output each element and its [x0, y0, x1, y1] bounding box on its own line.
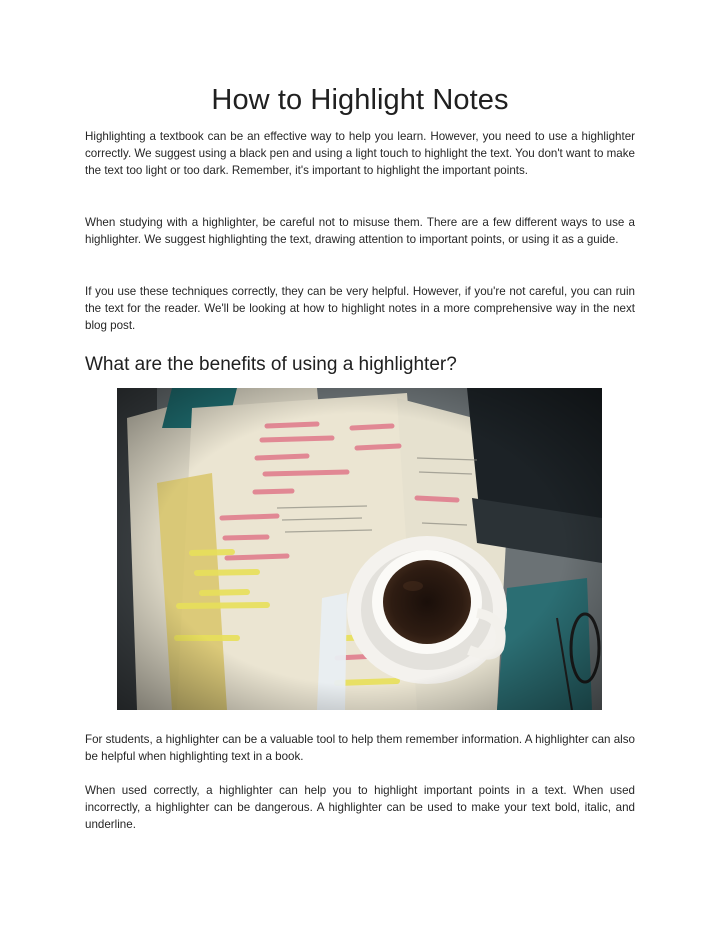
section-heading: What are the benefits of using a highlighter?: [85, 354, 457, 375]
notes-coffee-illustration: [117, 388, 602, 710]
paragraph-correct-use: When used correctly, a highlighter can help you to highlight important points in a text. When used incorrectly, a highlighter can be dangerous. A highlighter can be used to make your text bold, italic, and underline.: [85, 784, 635, 831]
paragraph-studying: When studying with a highlighter, be careful not to misuse them. There are a few different ways to use a highlighter. We suggest highlighting the text, drawing attention to important points, or using it as a guide.: [85, 216, 635, 246]
paragraph-techniques: If you use these techniques correctly, they can be very helpful. However, if you're not careful, you can ruin the text for the reader. We'll be looking at how to highlight notes in a more comprehensive way in the next blog post.: [85, 285, 635, 332]
page-title: How to Highlight Notes: [211, 84, 509, 116]
paragraph-intro: Highlighting a textbook can be an effective way to help you learn. However, you need to use a highlighter correctly. We suggest using a black pen and using a light touch to highlight the text. You don't want to make the text too light or too dark. Remember, it's important to highlight the important points.: [85, 130, 635, 177]
photo-highlighted-notes: [117, 388, 602, 710]
paragraph-students: For students, a highlighter can be a valuable tool to help them remember information. A highlighter can also be helpful when highlighting text in a book.: [85, 733, 635, 763]
